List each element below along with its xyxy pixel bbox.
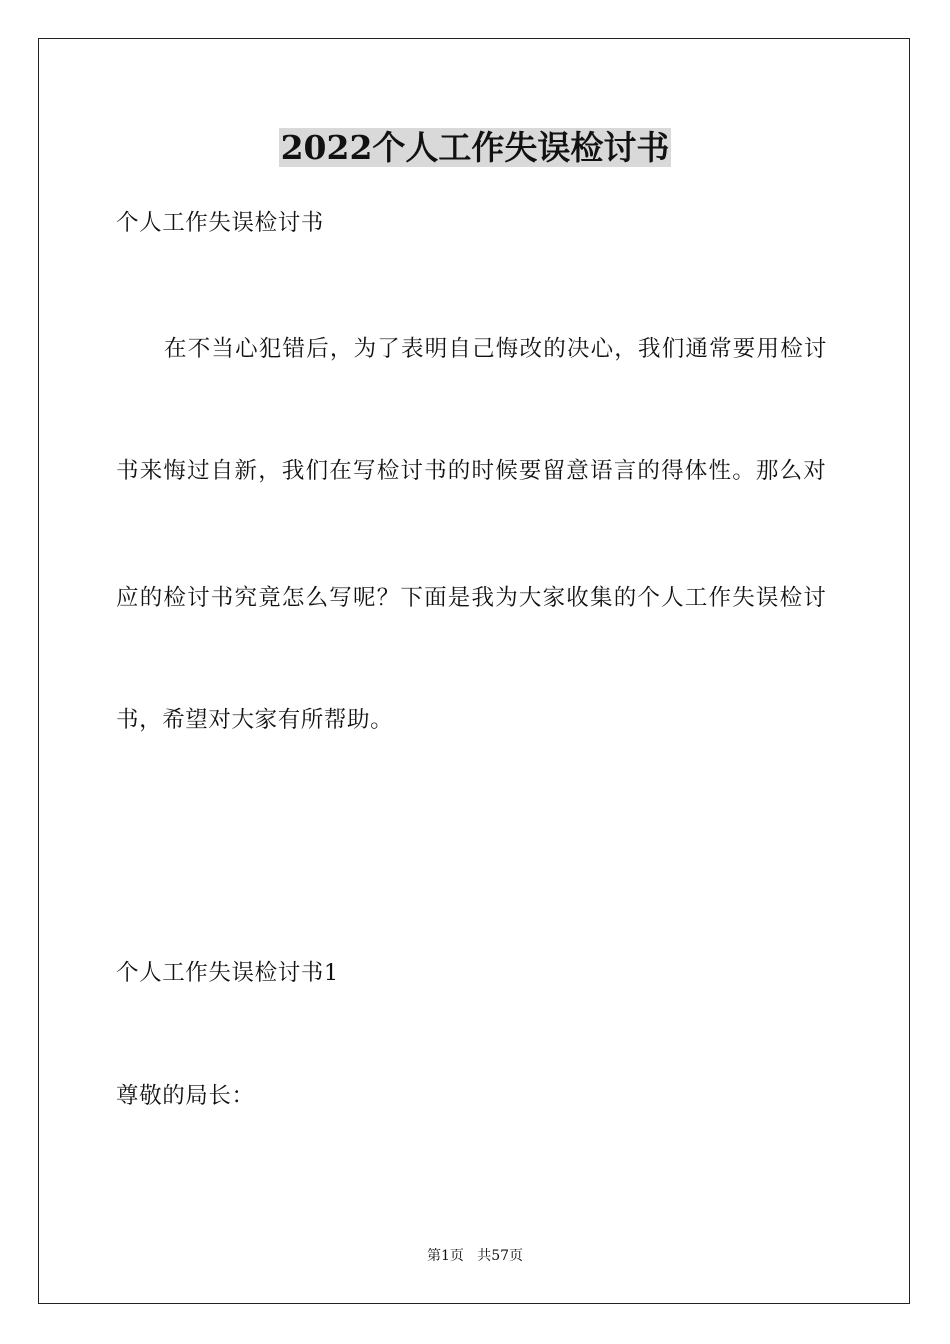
intro-line-1: 在不当心犯错后，为了表明自己悔改的决心，我们通常要用检讨 [164,336,828,362]
intro-line-3: 应的检讨书究竟怎么写呢？下面是我为大家收集的个人工作失误检讨 [116,585,828,611]
section-heading: 个人工作失误检讨书1 [116,960,339,986]
intro-line-4: 书，希望对大家有所帮助。 [116,707,394,733]
salutation: 尊敬的局长： [116,1083,255,1109]
document-title-text: 2022个人工作失误检讨书 [280,128,670,167]
page-footer: 第1页 共57页 [426,1248,524,1264]
document-subtitle: 个人工作失误检讨书 [116,210,324,236]
document-title [0,126,950,170]
intro-line-2: 书来悔过自新，我们在写检讨书的时候要留意语言的得体性。那么对 [116,458,828,484]
